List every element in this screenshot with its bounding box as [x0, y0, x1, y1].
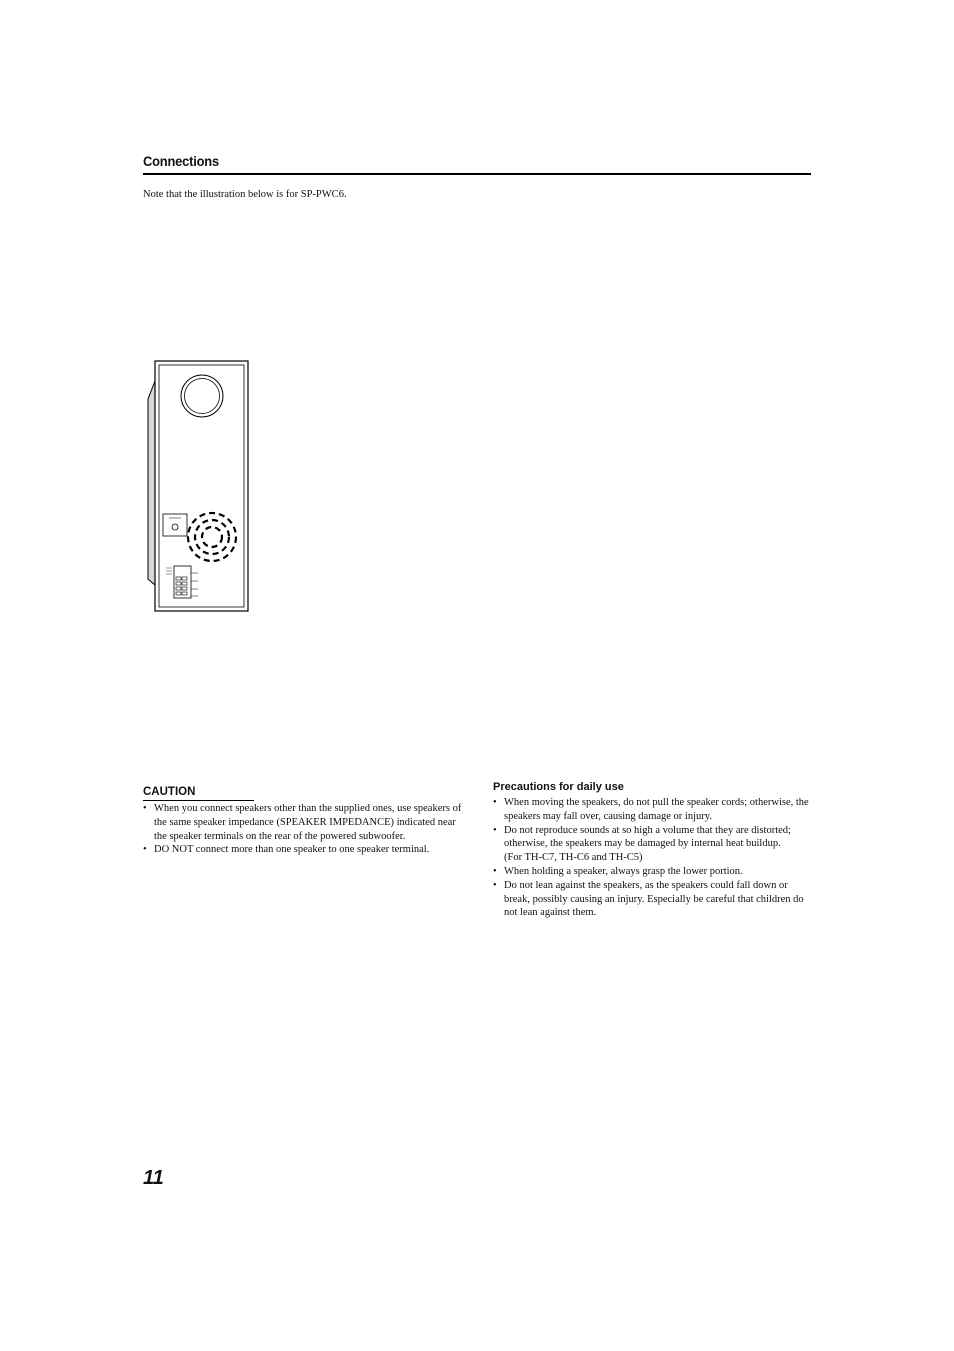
section-title: Connections	[143, 153, 219, 169]
bass-port	[181, 375, 223, 417]
cabinet-side-panel	[148, 381, 155, 585]
precaution-text: Do not lean against the speakers, as the speakers could fall down or break, possibly causing an injury. Especially be careful that children do not lean against them.	[504, 879, 804, 919]
precaution-text: When holding a speaker, always grasp the lower portion.	[504, 865, 743, 877]
precaution-model-note: (For TH-C7, TH-C6 and TH-C5)	[504, 852, 643, 864]
precaution-item	[493, 824, 811, 865]
precaution-text: Do not reproduce sounds at so high a volume that they are distorted; otherwise, the speakers may be damaged by internal heat buildup.	[504, 824, 791, 850]
precaution-item	[493, 879, 811, 920]
illustration-note: Note that the illustration below is for SP-PWC6.	[143, 189, 347, 200]
precaution-item	[493, 796, 811, 824]
page-number: 11	[143, 1167, 164, 1189]
title-rule	[143, 173, 811, 175]
precautions-list	[493, 796, 811, 920]
caution-heading: CAUTION	[143, 786, 196, 798]
subwoofer-rear-illustration	[138, 355, 258, 617]
precaution-text: When moving the speakers, do not pull the speaker cords; otherwise, the speakers may fall over, causing damage or injury.	[504, 797, 809, 822]
precaution-item	[493, 865, 811, 879]
caution-item: • When you connect speakers other than the supplied ones, use speakers of the same speaker impedance (SPEAKER IMPEDANCE) indicated near the speaker terminals on the rear of the powered subwoofer.	[143, 802, 463, 843]
caution-rule	[143, 800, 254, 801]
caution-list	[143, 802, 463, 857]
caution-item: • DO NOT connect more than one speaker to one speaker terminal.	[143, 843, 463, 857]
power-switch-plate	[163, 514, 187, 536]
precautions-heading: Precautions for daily use	[493, 781, 624, 793]
